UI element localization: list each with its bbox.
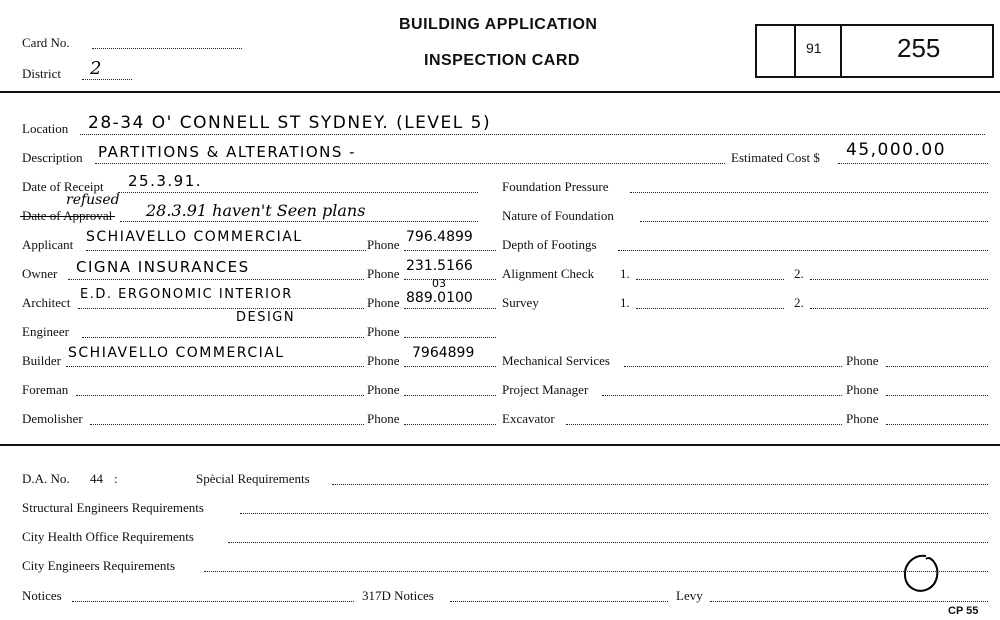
architect-phone-prefix: 03: [432, 277, 446, 290]
description-field[interactable]: [95, 163, 725, 164]
survey-field-2[interactable]: [810, 308, 988, 309]
location-value: 28-34 O' CONNELL ST SYDNEY. (LEVEL 5): [88, 113, 492, 133]
alignment-check-label: Alignment Check: [502, 266, 595, 281]
builder-phone-value: 7964899: [412, 345, 475, 361]
mechanical-phone-label: Phone: [846, 353, 879, 368]
architect-label: Architect: [22, 295, 71, 310]
reference-divider-1: [794, 26, 796, 76]
date-receipt-label: Date of Receipt: [22, 179, 104, 194]
owner-phone-label: Phone: [367, 266, 400, 281]
da-no-label: D.A. No.: [22, 471, 70, 486]
handwritten-circle-mark: [896, 548, 948, 600]
structural-requirements-field[interactable]: [240, 513, 988, 514]
architect-phone-label: Phone: [367, 295, 400, 310]
special-requirements-field[interactable]: [332, 484, 988, 485]
reference-prefix: 91: [806, 40, 822, 56]
estimated-cost-label: Estimated Cost $: [731, 150, 820, 165]
mechanical-phone-field[interactable]: [886, 366, 988, 367]
excavator-field[interactable]: [566, 424, 842, 425]
demolisher-phone-label: Phone: [367, 411, 400, 426]
applicant-phone-value: 796.4899: [406, 229, 473, 245]
reference-divider-2: [840, 26, 842, 76]
card-no-field[interactable]: [92, 48, 242, 49]
estimated-cost-value: 45,000.00: [846, 140, 947, 160]
survey-label: Survey: [502, 295, 539, 310]
builder-field[interactable]: [66, 366, 364, 367]
depth-footings-field[interactable]: [618, 250, 988, 251]
alignment-check-opt2: 2.: [794, 266, 804, 281]
date-approval-strikethrough: [20, 216, 115, 217]
applicant-field[interactable]: [86, 250, 366, 251]
notices-317d-field[interactable]: [450, 601, 668, 602]
levy-label: Levy: [676, 588, 703, 603]
location-field[interactable]: [80, 134, 985, 135]
nature-foundation-field[interactable]: [640, 221, 988, 222]
engineer-phone-field[interactable]: [404, 337, 496, 338]
owner-label: Owner: [22, 266, 58, 281]
card-no-label: Card No.: [22, 35, 70, 50]
health-requirements-label: City Health Office Requirements: [22, 529, 194, 544]
demolisher-field[interactable]: [90, 424, 364, 425]
date-receipt-field[interactable]: [118, 192, 478, 193]
form-title-line1: BUILDING APPLICATION: [399, 16, 598, 33]
structural-requirements-label: Structural Engineers Requirements: [22, 500, 204, 515]
health-requirements-field[interactable]: [228, 542, 988, 543]
nature-foundation-label: Nature of Foundation: [502, 208, 614, 223]
date-approval-annotation: refused: [66, 192, 120, 208]
form-code: CP 55: [948, 605, 979, 617]
builder-value: SCHIAVELLO COMMERCIAL: [68, 345, 285, 361]
da-no-colon: :: [114, 471, 118, 486]
owner-field[interactable]: [68, 279, 364, 280]
excavator-label: Excavator: [502, 411, 555, 426]
project-manager-phone-field[interactable]: [886, 395, 988, 396]
foreman-label: Foreman: [22, 382, 69, 397]
alignment-check-field-1[interactable]: [636, 279, 784, 280]
architect-field[interactable]: [78, 308, 364, 309]
location-label: Location: [22, 121, 69, 136]
reference-number: 255: [897, 33, 941, 63]
survey-opt1: 1.: [620, 295, 630, 310]
engineer-phone-label: Phone: [367, 324, 400, 339]
applicant-phone-field[interactable]: [404, 250, 496, 251]
applicant-phone-label: Phone: [367, 237, 400, 252]
project-manager-field[interactable]: [602, 395, 842, 396]
depth-footings-label: Depth of Footings: [502, 237, 597, 252]
project-manager-phone-label: Phone: [846, 382, 879, 397]
header-divider: [0, 91, 1000, 93]
alignment-check-field-2[interactable]: [810, 279, 988, 280]
owner-phone-value: 231.5166: [406, 258, 473, 274]
special-requirements-label: Spècial Requirements: [196, 471, 310, 486]
builder-phone-field[interactable]: [404, 366, 496, 367]
architect-value: E.D. ERGONOMIC INTERIOR: [80, 287, 293, 302]
architect-phone-value: 889.0100: [406, 290, 473, 306]
district-label: District: [22, 66, 61, 81]
excavator-phone-label: Phone: [846, 411, 879, 426]
engineer-field[interactable]: [82, 337, 364, 338]
mechanical-services-label: Mechanical Services: [502, 353, 610, 368]
city-engineers-field[interactable]: [204, 571, 988, 572]
district-field[interactable]: [82, 79, 132, 80]
applicant-value: SCHIAVELLO COMMERCIAL: [86, 229, 303, 245]
estimated-cost-field[interactable]: [838, 163, 988, 164]
description-value: PARTITIONS & ALTERATIONS -: [98, 143, 357, 161]
foundation-pressure-field[interactable]: [630, 192, 988, 193]
levy-field[interactable]: [710, 601, 988, 602]
reference-box: [755, 24, 994, 78]
date-receipt-value: 25.3.91.: [128, 172, 203, 190]
owner-value: CIGNA INSURANCES: [76, 258, 250, 276]
builder-label: Builder: [22, 353, 61, 368]
foreman-phone-field[interactable]: [404, 395, 496, 396]
notices-field[interactable]: [72, 601, 354, 602]
excavator-phone-field[interactable]: [886, 424, 988, 425]
engineer-label: Engineer: [22, 324, 69, 339]
city-engineers-label: City Engineers Requirements: [22, 558, 176, 573]
section-divider: [0, 444, 1000, 446]
description-label: Description: [22, 150, 83, 165]
mechanical-services-field[interactable]: [624, 366, 842, 367]
alignment-check-opt1: 1.: [620, 266, 630, 281]
form-title-line2: INSPECTION CARD: [424, 52, 580, 69]
owner-phone-field[interactable]: [404, 279, 496, 280]
foreman-phone-label: Phone: [367, 382, 400, 397]
da-no-value: 44: [90, 471, 103, 486]
survey-opt2: 2.: [794, 295, 804, 310]
foreman-field[interactable]: [76, 395, 364, 396]
applicant-label: Applicant: [22, 237, 74, 252]
architect-phone-field[interactable]: [404, 308, 496, 309]
architect-value-line2: DESIGN: [236, 310, 296, 325]
notices-label: Notices: [22, 588, 62, 603]
demolisher-label: Demolisher: [22, 411, 83, 426]
foundation-pressure-label: Foundation Pressure: [502, 179, 609, 194]
survey-field-1[interactable]: [636, 308, 784, 309]
date-approval-field[interactable]: [120, 221, 478, 222]
notices-317d-label: 317D Notices: [362, 588, 434, 603]
builder-phone-label: Phone: [367, 353, 400, 368]
date-approval-label: Date of Approval: [22, 208, 113, 223]
demolisher-phone-field[interactable]: [404, 424, 496, 425]
date-approval-value: 28.3.91 haven't Seen plans: [146, 201, 366, 220]
district-value: 2: [90, 58, 102, 79]
project-manager-label: Project Manager: [502, 382, 589, 397]
